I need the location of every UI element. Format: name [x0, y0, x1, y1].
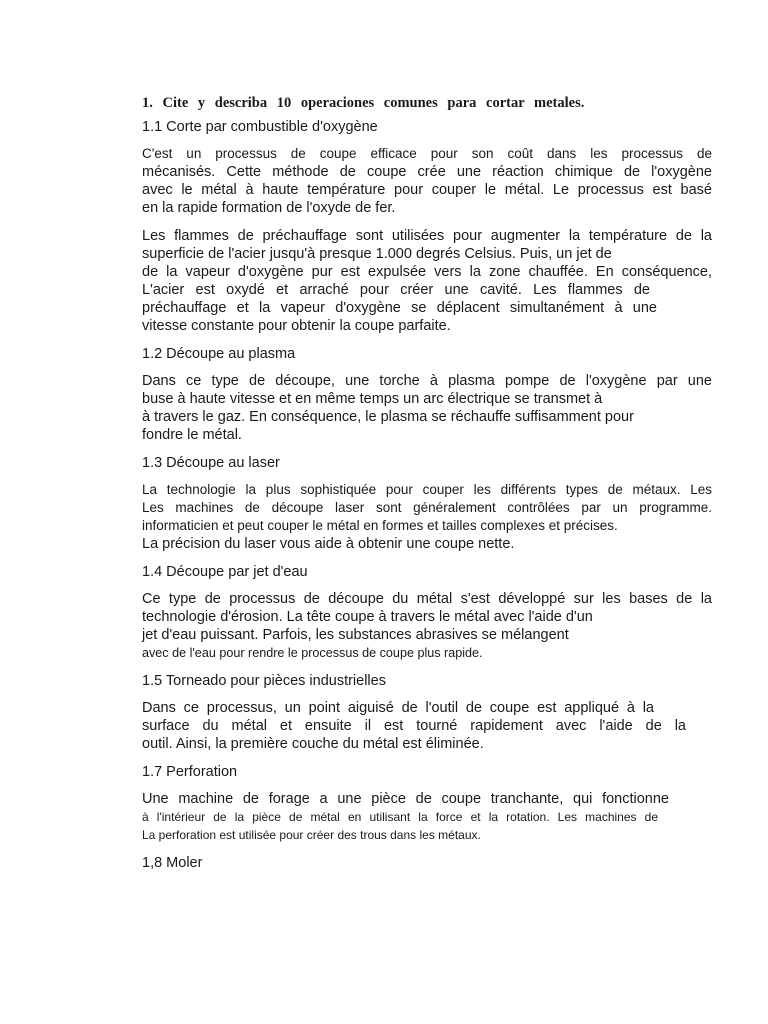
text-line: La perforation est utilisée pour créer des trous dans les métaux.	[142, 828, 481, 842]
section-heading-1-8: 1,8 Moler	[142, 855, 203, 871]
text-line: Ce type de processus de découpe du métal s'est développé sur les bases de la	[142, 591, 712, 607]
text-line: buse à haute vitesse et en même temps un arc électrique se transmet à	[142, 391, 603, 407]
paragraph-1-5	[142, 699, 712, 753]
text-line: jet d'eau puissant. Parfois, les substances abrasives se mélangent	[142, 627, 569, 643]
text-line: Les flammes de préchauffage sont utilisées pour augmenter la température de la	[142, 228, 712, 244]
section-heading-1-3: 1.3 Découpe au laser	[142, 455, 280, 471]
text-line: superficie de l'acier jusqu'à presque 1.000 degrés Celsius. Puis, un jet de	[142, 246, 612, 262]
text-line: outil. Ainsi, la première couche du métal est éliminée.	[142, 736, 484, 752]
text-line: vitesse constante pour obtenir la coupe parfaite.	[142, 318, 451, 334]
text-line: L'acier est oxydé et arraché pour créer une cavité. Les flammes de	[142, 282, 650, 298]
section-heading-1-5: 1.5 Torneado pour pièces industrielles	[142, 673, 386, 689]
section-heading-1-4: 1.4 Découpe par jet d'eau	[142, 564, 308, 580]
text-line: La précision du laser vous aide à obtenir une coupe nette.	[142, 536, 515, 552]
text-line: mécanisés. Cette méthode de coupe crée une réaction chimique de l'oxygène	[142, 164, 712, 180]
text-line: Les machines de découpe laser sont généralement contrôlées par un programme.	[142, 500, 712, 515]
document-page	[142, 94, 712, 881]
text-line: Dans ce processus, un point aiguisé de l'outil de coupe est appliqué à la	[142, 700, 654, 716]
paragraph-1-4	[142, 590, 712, 662]
text-line: surface du métal et ensuite il est tourné rapidement avec l'aide de la	[142, 718, 686, 734]
paragraph-1-7	[142, 790, 712, 844]
document-title: 1. Cite y describa 10 operaciones comunes para cortar metales.	[142, 95, 585, 111]
text-line: fondre le métal.	[142, 427, 242, 443]
text-line: Dans ce type de découpe, une torche à plasma pompe de l'oxygène par une	[142, 373, 712, 389]
text-line: informaticien et peut couper le métal en formes et tailles complexes et précises.	[142, 518, 618, 533]
text-line: La technologie la plus sophistiquée pour couper les différents types de métaux. Les	[142, 482, 712, 497]
section-heading-1-7: 1.7 Perforation	[142, 764, 238, 780]
section-heading-1-2: 1.2 Découpe au plasma	[142, 346, 296, 362]
section-heading-1-1: 1.1 Corte par combustible d'oxygène	[142, 119, 378, 135]
text-line: à travers le gaz. En conséquence, le plasma se réchauffe suffisamment pour	[142, 409, 634, 425]
text-line: avec de l'eau pour rendre le processus de coupe plus rapide.	[142, 646, 483, 660]
text-line: Une machine de forage a une pièce de coupe tranchante, qui fonctionne	[142, 791, 669, 807]
paragraph-1-1-a	[142, 145, 712, 217]
text-line: préchauffage et la vapeur d'oxygène se déplacent simultanément à une	[142, 300, 657, 316]
text-line: en la rapide formation de l'oxyde de fer.	[142, 200, 396, 216]
text-line: technologie d'érosion. La tête coupe à travers le métal avec l'aide d'un	[142, 609, 593, 625]
text-line: de la vapeur d'oxygène pur est expulsée vers la zone chauffée. En conséquence,	[142, 264, 712, 280]
paragraph-1-3	[142, 481, 712, 553]
text-line: avec le métal à haute température pour couper le métal. Le processus est basé	[142, 182, 712, 198]
paragraph-1-1-b	[142, 227, 712, 335]
paragraph-1-2	[142, 372, 712, 444]
text-line: à l'intérieur de la pièce de métal en utilisant la force et la rotation. Les machines de	[142, 810, 658, 824]
text-line: C'est un processus de coupe efficace pour son coût dans les processus de	[142, 146, 712, 161]
